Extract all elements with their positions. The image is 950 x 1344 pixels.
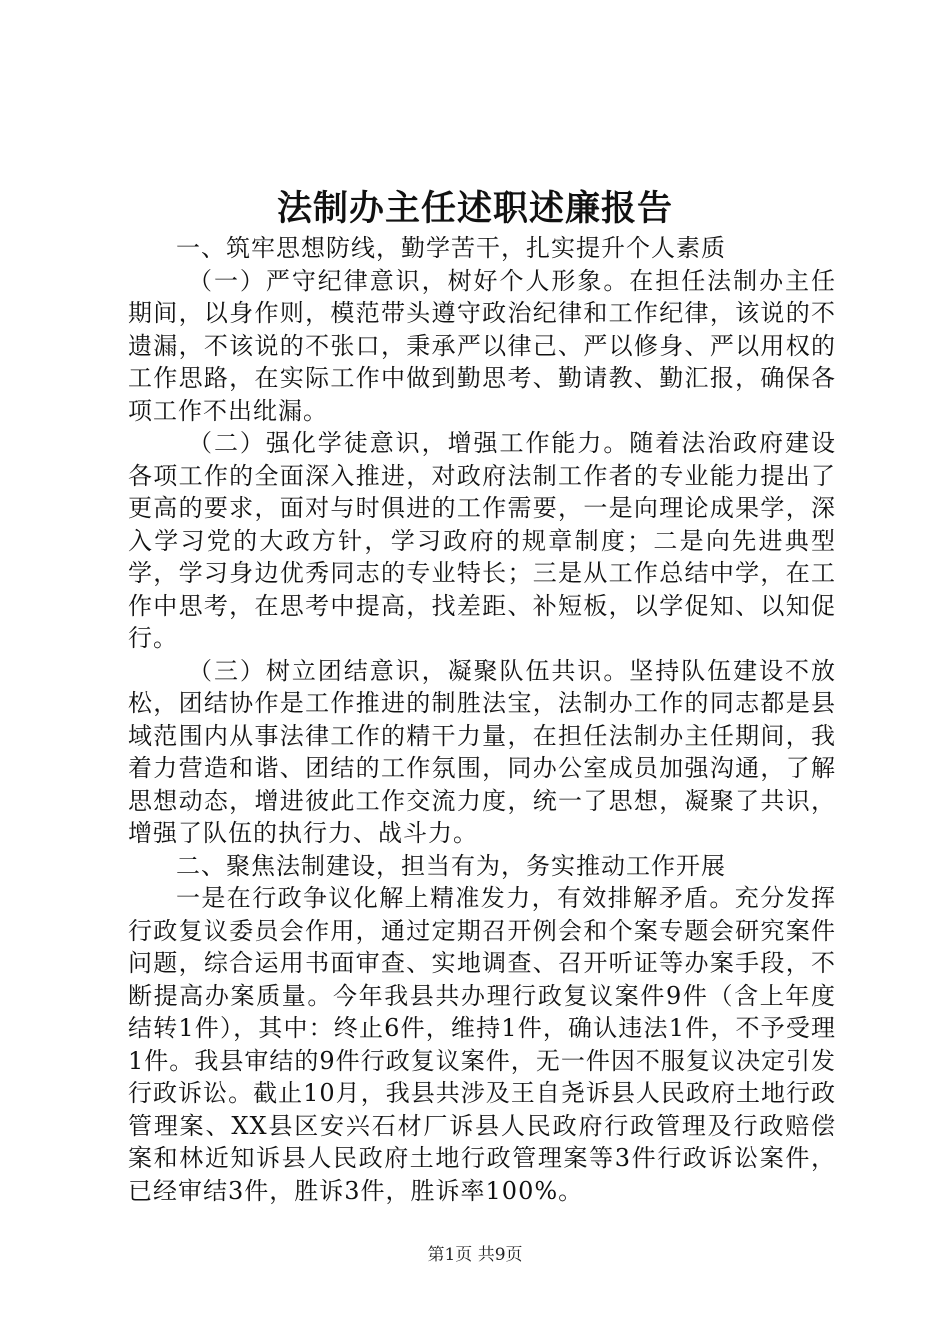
section-heading-2: 二、聚焦法制建设，担当有为，务实推动工作开展 [176,851,726,880]
paragraph-3: （三）树立团结意识，凝聚队伍共识。坚持队伍建设不放松，团结协作是工作推进的制胜法宝，法制办工作的同志都是县域范围内从事法律工作的精干力量，在担任法制办主任期间，我着力营造和谐、团结的工作氛围，同办公室成员加强沟通，了解思想动态，增进彼此工作交流力度，统一了思想，凝聚了共识，增强了队伍的执行力、战斗力。 [128,656,836,847]
document-title: 法制办主任述职述廉报告 [276,188,673,229]
section-heading-1: 一、筑牢思想防线，勤学苦干，扎实提升个人素质 [176,234,726,262]
paragraph-4: 一是在行政争议化解上精准发力，有效排解矛盾。充分发挥行政复议委员会作用，通过定期召开例会和个案专题会研究案件问题，综合运用书面审查、实地调查、召开听证等办案手段，不断提高办案质量。今年我县共办理行政复议案件9件（含上年度结转1件），其中：终止6件，维持1件，确认违法1件，不予受理1件。我县审结的9件行政复议案件，无一件因不服复议决定引发行政诉讼。截止10月，我县共涉及王自尧诉县人民政府土地行政管理案、XX县区安兴石材厂诉县人民政府行政管理及行政赔偿案和林近知诉县人民政府土地行政管理案等3件行政诉讼案件，已经审结3件，胜诉3件，胜诉率100%。 [128,884,836,1205]
page-footer: 第1页 共9页 [427,1245,523,1265]
document-body [128,232,836,1207]
paragraph-2: （二）强化学徒意识，增强工作能力。随着法治政府建设各项工作的全面深入推进，对政府法制工作者的专业能力提出了更高的要求，面对与时俱进的工作需要，一是向理论成果学，深入学习党的大政方针，学习政府的规章制度；二是向先进典型学，学习身边优秀同志的专业特长；三是从工作总结中学，在工作中思考，在思考中提高，找差距、补短板，以学促知、以知促行。 [128,429,836,652]
paragraph-1: （一）严守纪律意识，树好个人形象。在担任法制办主任期间，以身作则，模范带头遵守政治纪律和工作纪律，该说的不遗漏，不该说的不张口，秉承严以律己、严以修身、严以用权的工作思路，在实际工作中做到勤思考、勤请教、勤汇报，确保各项工作不出纰漏。 [128,266,836,425]
